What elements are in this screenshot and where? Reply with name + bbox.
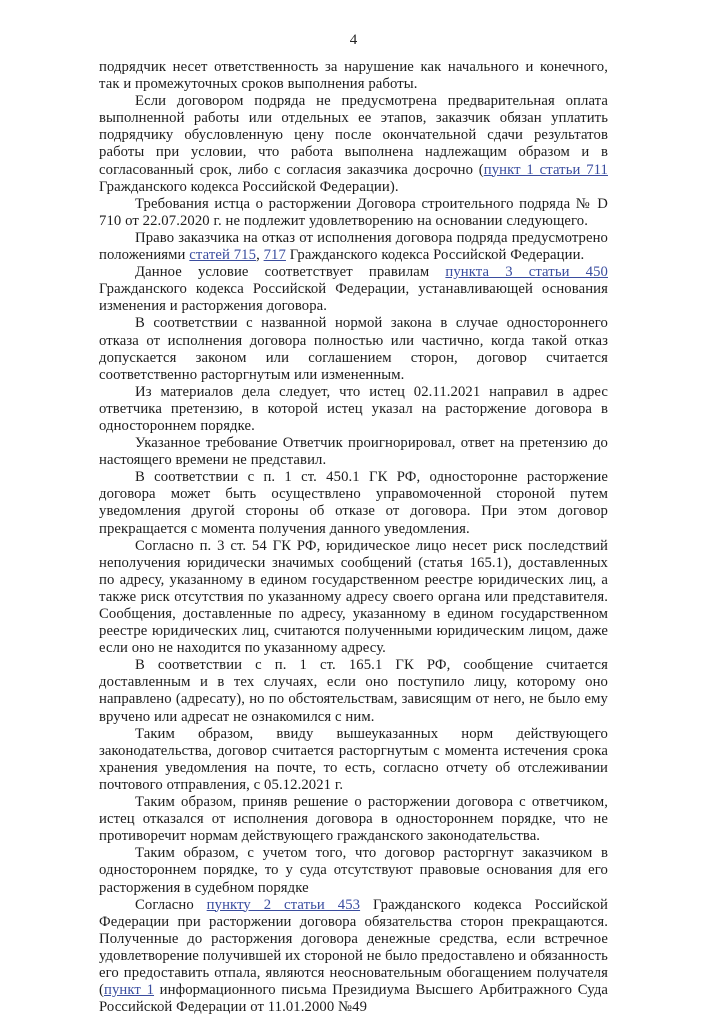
paragraph-text: , <box>256 247 264 264</box>
legal-link[interactable]: пункт 1 статьи 711 <box>483 161 608 178</box>
paragraph-text: Таким образом, приняв решение о расторжении договора с ответчиком, истец отказался от исполнения договора в одностороннем порядке, что не противоречит нормам действующего гражданского законодательства. <box>99 794 608 845</box>
paragraph <box>99 435 608 469</box>
paragraph-text: Право заказчика на отказ от исполнения договора подряда предусмотрено положениями <box>99 229 608 264</box>
paragraph-text: Гражданского кодекса Российской Федерации. <box>285 247 585 264</box>
paragraph-text: Если договором подряда не предусмотрена предварительная оплата выполненной работы или отдельных ее этапов, заказчик обязан уплатить подрядчику обусловленную цену после окончательной сдачи результатов работы при условии, что работа выполнена надлежащим образом и в согласованный срок, либо с согласия заказчика досрочно ( <box>99 93 608 178</box>
paragraph <box>99 657 608 725</box>
paragraph <box>99 315 608 383</box>
paragraph-text: Таким образом, ввиду вышеуказанных норм действующего законодательства, договор считается расторгнутым с момента истечения срока хранения уведомления на почте, то есть, согласно отчету об отслеживании почтового отправления, с 05.12.2021 г. <box>99 725 608 793</box>
paragraph-text: подрядчик несет ответственность за нарушение как начального и конечного, так и промежуточных сроков выполнения работы. <box>99 59 608 93</box>
paragraph <box>99 230 608 264</box>
paragraph-text: Гражданского кодекса Российской Федерации при расторжении договора обязательства сторон прекращаются. Полученные до расторжения договора денежные средства, если встречное удовлетворение получившей их стороной не было предоставлено и обязанность его предоставить отпала, являются неосновательным обогащением получателя ( <box>99 896 608 999</box>
legal-link[interactable]: статей 715 <box>189 247 257 264</box>
paragraph-text: Согласно п. 3 ст. 54 ГК РФ, юридическое лицо несет риск последствий неполучения юридически значимых сообщений (статья 165.1), доставленных по адресу, указанному в едином государственном реестре юридических лиц, а также риск отсутствия по указанному адресу своего органа или представителя. Сообщения, доставленные по адресу, указанному в едином государственном реестре юридических лиц, считаются полученными юридическим лицом, даже если оно не находится по указанному адресу. <box>99 537 608 657</box>
paragraph-text: Указанное требование Ответчик проигнорировал, ответ на претензию до настоящего времени не представил. <box>99 435 608 469</box>
paragraph <box>99 59 608 93</box>
paragraph-text: Данное условие соответствует правилам <box>135 264 446 281</box>
document-body <box>99 59 608 1016</box>
legal-link[interactable]: пункта 3 статьи 450 <box>445 264 608 281</box>
paragraph-text: Из материалов дела следует, что истец 02.11.2021 направил в адрес ответчика претензию, в которой истец указал на расторжение договора в одностороннем порядке. <box>99 383 608 434</box>
legal-link[interactable]: 717 <box>263 247 286 264</box>
paragraph <box>99 794 608 845</box>
paragraph-text: Требования истца о расторжении Договора строительного подряда № D 710 от 22.07.2020 г. не подлежит удовлетворению на основании следующего. <box>99 195 608 229</box>
paragraph <box>99 469 608 537</box>
paragraph <box>99 726 608 794</box>
paragraph <box>99 897 608 1016</box>
paragraph-text: Таким образом, с учетом того, что договор расторгнут заказчиком в одностороннем порядке, то у суда отсутствуют правовые основания для его расторжения в судебном порядке <box>99 845 608 896</box>
paragraph-text: информационного письма Президиума Высшего Арбитражного Суда Российской Федерации от 11.01.2000 №49 <box>99 982 609 1016</box>
paragraph-text: Гражданского кодекса Российской Федерации, устанавливающей основания изменения и расторжения договора. <box>99 281 608 315</box>
paragraph-text: В соответствии с названной нормой закона в случае одностороннего отказа от исполнения договора полностью или частично, когда такой отказ допускается законом или соглашением сторон, договор считается соответственно расторгнутым или измененным. <box>99 315 608 383</box>
paragraph <box>99 384 608 435</box>
legal-link[interactable]: пункту 2 статьи 453 <box>206 896 361 913</box>
paragraph <box>99 264 608 315</box>
paragraph-text: Гражданского кодекса Российской Федерации). <box>99 178 399 195</box>
paragraph-text: В соответствии с п. 1 ст. 165.1 ГК РФ, сообщение считается доставленным и в тех случаях, если оно поступило лицу, которому оно направлено (адресату), но по обстоятельствам, зависящим от него, не было ему вручено или адресат не ознакомился с ним. <box>99 657 608 725</box>
page-number: 4 <box>349 32 358 48</box>
paragraph <box>99 196 608 230</box>
paragraph <box>99 538 608 658</box>
paragraph <box>99 93 608 196</box>
legal-link[interactable]: пункт 1 <box>104 982 155 999</box>
paragraph <box>99 845 608 896</box>
paragraph-text: Согласно <box>135 896 207 913</box>
paragraph-text: В соответствии с п. 1 ст. 450.1 ГК РФ, односторонне расторжение договора может быть осуществлено управомоченной стороной путем уведомления другой стороны об отказе от договора. При этом договор прекращается с момента получения данного уведомления. <box>99 469 608 537</box>
